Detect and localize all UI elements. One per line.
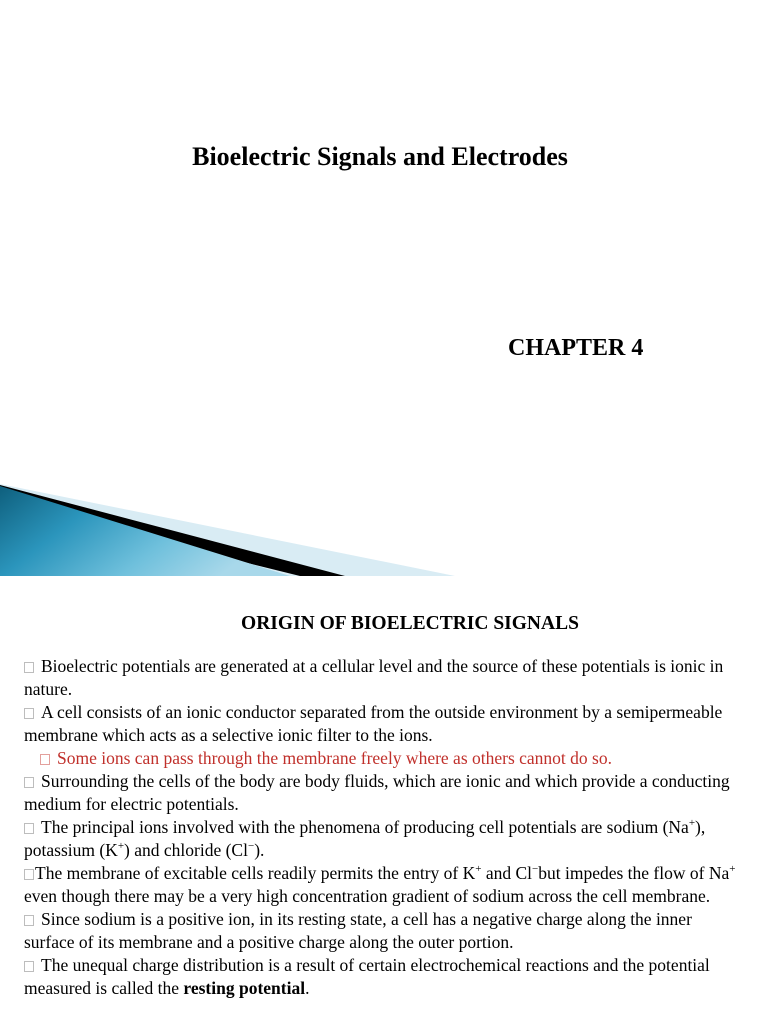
section-heading: ORIGIN OF BIOELECTRIC SIGNALS	[241, 613, 579, 634]
bullet-box-icon	[24, 961, 34, 972]
bullet-list	[24, 655, 744, 1000]
bullet-box-icon	[40, 754, 50, 765]
bullet-box-icon	[24, 777, 34, 788]
list-item: The membrane of excitable cells readily permits the entry of K+ and Cl−but impedes the flow of Na+ even though there may be a very high concentration gradient of sodium across the cell membrane.	[24, 863, 736, 906]
list-item: Since sodium is a positive ion, in its resting state, a cell has a negative charge along the inner surface of its membrane and a positive charge along the outer portion.	[24, 909, 692, 952]
chapter-label: CHAPTER 4	[508, 335, 644, 361]
list-item: A cell consists of an ionic conductor separated from the outside environment by a semipermeable membrane which acts as a selective ionic filter to the ions.	[24, 702, 723, 745]
slide-title: Bioelectric Signals and Electrodes	[192, 142, 568, 171]
bullet-box-icon	[24, 823, 34, 834]
list-item: Surrounding the cells of the body are body fluids, which are ionic and which provide a conducting medium for electric potentials.	[24, 771, 730, 814]
bullet-box-icon	[24, 915, 34, 926]
list-item: The unequal charge distribution is a result of certain electrochemical reactions and the potential measured is called the resting potential.	[24, 955, 710, 998]
bullet-box-icon	[24, 869, 34, 880]
decorative-ribbon	[0, 480, 768, 576]
list-item-highlight: Some ions can pass through the membrane freely where as others cannot do so.	[24, 747, 744, 770]
list-item: The principal ions involved with the phenomena of producing cell potentials are sodium (Na+), potassium (K+) and chloride (Cl−).	[24, 817, 706, 860]
list-item: Bioelectric potentials are generated at a cellular level and the source of these potentials is ionic in nature.	[24, 656, 724, 699]
content-slide	[0, 576, 768, 1024]
ribbon-blue-band	[0, 486, 290, 576]
bullet-box-icon	[24, 708, 34, 719]
term-resting-potential: resting potential	[183, 978, 306, 998]
bullet-box-icon	[24, 662, 34, 673]
